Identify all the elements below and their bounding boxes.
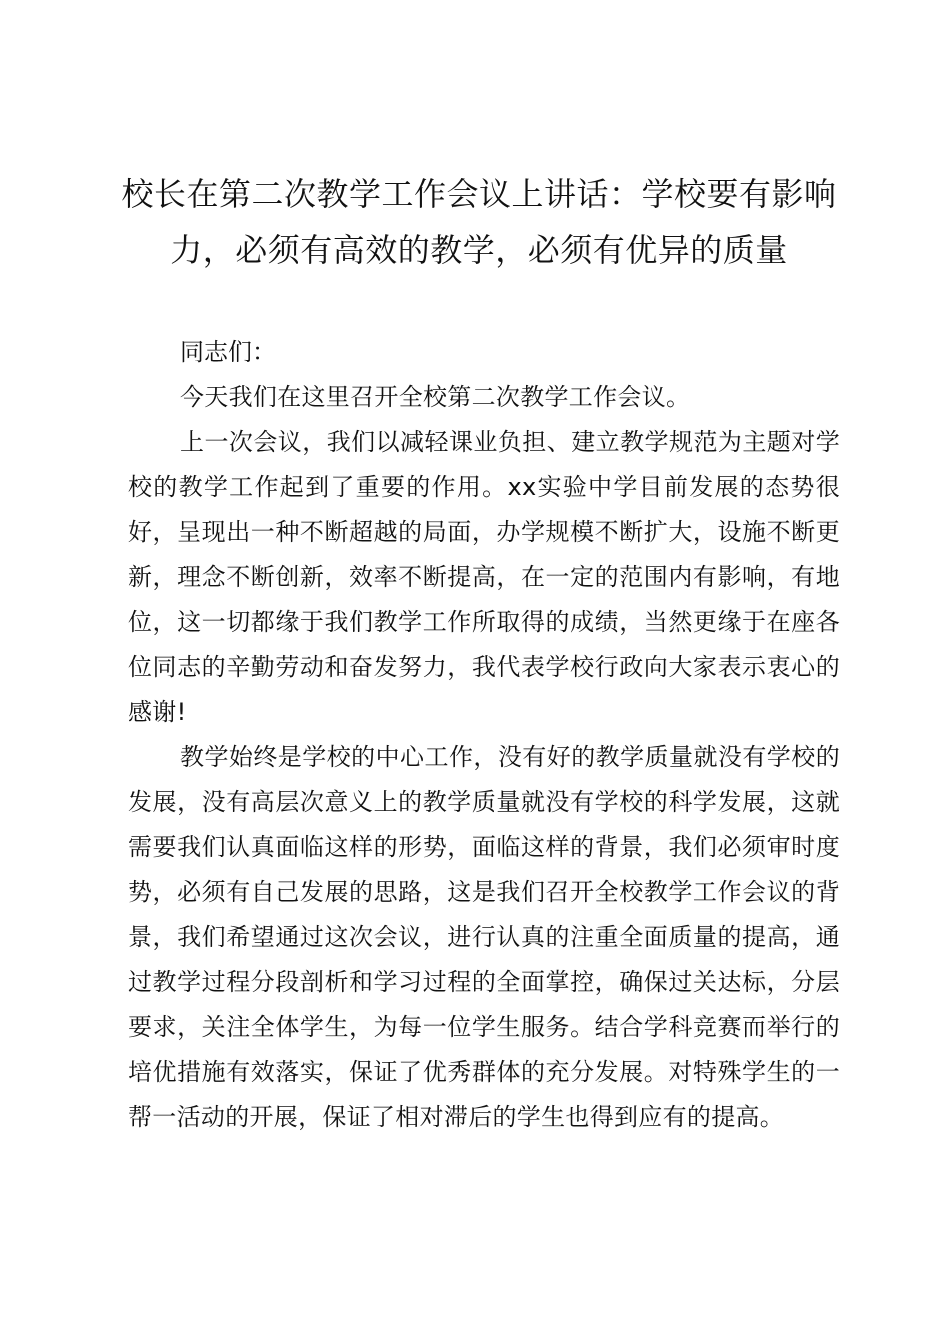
paragraph-last-meeting: 上一次会议，我们以减轻课业负担、建立教学规范为主题对学校的教学工作起到了重要的作用。xx实验中学目前发展的态势很好，呈现出一种不断超越的局面，办学规模不断扩大，设施不断更新，理念不断创新，效率不断提高，在一定的范围内有影响，有地位，这一切都缘于我们教学工作所取得的成绩，当然更缘于在座各位同志的辛勤劳动和奋发努力，我代表学校行政向大家表示衷心的感谢! — [128, 428, 840, 726]
document-title: 校长在第二次教学工作会议上讲话：学校要有影响力，必须有高效的教学，必须有优异的质量 — [121, 175, 837, 269]
paragraph-teaching-center: 教学始终是学校的中心工作，没有好的教学质量就没有学校的发展，没有高层次意义上的教学质量就没有学校的科学发展，这就需要我们认真面临这样的形势，面临这样的背景，我们必须审时度势，必须有自己发展的思路，这是我们召开全校教学工作会议的背景，我们希望通过这次会议，进行认真的注重全面质量的提高，通过教学过程分段剖析和学习过程的全面掌控，确保过关达标，分层要求，关注全体学生，为每一位学生服务。结合学科竞赛而举行的培优措施有效落实，保证了优秀群体的充分发展。对特殊学生的一帮一活动的开展，保证了相对滞后的学生也得到应有的提高。 — [128, 743, 840, 1131]
paragraph-opening: 今天我们在这里召开全校第二次教学工作会议。 — [180, 383, 691, 411]
document-body — [128, 330, 840, 1140]
greeting-line: 同志们： — [180, 338, 276, 366]
